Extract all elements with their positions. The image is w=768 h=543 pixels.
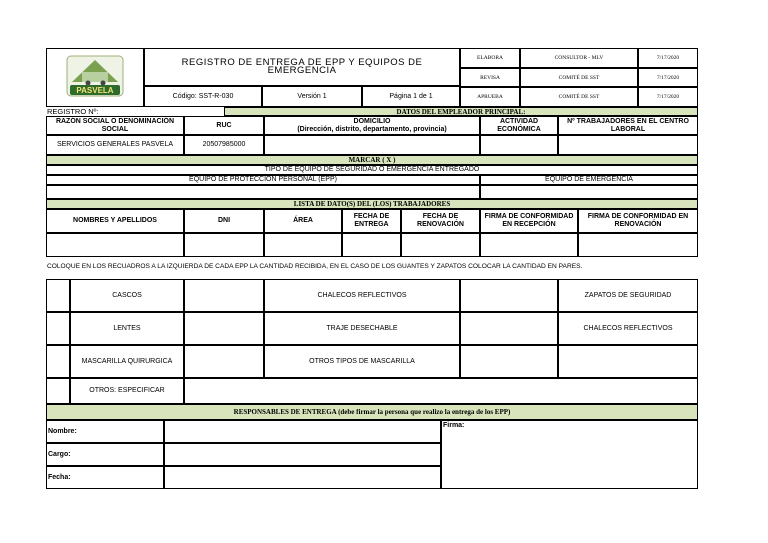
item-extra (558, 345, 698, 378)
worker-area-cell[interactable] (264, 233, 342, 257)
item-zapatos: ZAPATOS DE SEGURIDAD (558, 279, 698, 312)
worker-dni-cell[interactable] (184, 233, 264, 257)
ruc-value[interactable]: 20507985000 (184, 135, 264, 155)
logo-text: PASVELA (76, 86, 114, 95)
item-otros: OTROS: ESPECIFICAR (70, 378, 184, 404)
worker-firma-renovacion-cell[interactable] (578, 233, 698, 257)
qty-otros[interactable] (46, 378, 70, 404)
by-aprueba: COMITÉ DE SST (520, 87, 638, 107)
item-mascarilla: MASCARILLA QUIRURGICA (70, 345, 184, 378)
col-actividad: ACTIVIDAD ECONÓMICA (480, 116, 558, 135)
workers-col-fecha-renovacion: FECHA DE RENOVACIÓN (401, 209, 480, 233)
qty-mascarilla[interactable] (46, 345, 70, 378)
tipo-equipo-label: TIPO DE EQUIPO DE SEGURIDAD O EMERGENCIA ENTREGADO (46, 165, 698, 175)
razon-value[interactable]: SERVICIOS GENERALES PASVELA (46, 135, 184, 155)
page-number: Página 1 de 1 (362, 86, 460, 107)
role-aprueba: APRUEBA (460, 87, 520, 107)
fecha-label: Fecha: (46, 466, 164, 489)
col-razon-social: RAZÓN SOCIAL O DENOMINACIÓN SOCIAL (46, 116, 184, 135)
qty-otros-mascarilla[interactable] (184, 345, 264, 378)
col-ruc: RUC (184, 116, 264, 135)
domicilio-value[interactable] (264, 135, 480, 155)
epp-mark-cell[interactable] (46, 185, 480, 199)
employer-section-title: DATOS DEL EMPLEADOR PRINCIPAL: (224, 107, 698, 116)
nombre-field[interactable] (164, 420, 441, 443)
epp-label: EQUIPO DE PROTECCIÓN PERSONAL (EPP) (46, 175, 480, 185)
firma-label: Firma: (443, 422, 465, 429)
fecha-field[interactable] (164, 466, 441, 489)
item-traje: TRAJE DESECHABLE (264, 312, 460, 345)
item-otros-mascarilla: OTROS TIPOS DE MASCARILLA (264, 345, 460, 378)
nombre-label: Nombre: (46, 420, 164, 443)
instruction-text: COLOQUE EN LOS RECUADROS A LA IZQUIERDA DE CADA EPP LA CANTIDAD RECIBIDA, EN EL CASO DE LOS GUANTES Y ZAPATOS COLOCAR LA CANTIDAD EN PARES. (46, 259, 706, 275)
emergencia-label: EQUIPO DE EMERGENCIA (480, 175, 698, 185)
col-domicilio-sub: (Dirección, distrito, departamento, provincia) (297, 125, 447, 133)
trabajadores-value[interactable] (558, 135, 698, 155)
col-domicilio-label: DOMICILIO (353, 117, 391, 125)
workers-title: LISTA DE DATO(S) DEL (LOS) TRABAJADORES (46, 199, 698, 209)
version-label: Versión 1 (262, 86, 362, 107)
qty-chalecos-2[interactable] (460, 312, 558, 345)
col-trabajadores: Nº TRABAJADORES EN EL CENTRO LABORAL (558, 116, 698, 135)
company-logo (66, 55, 124, 97)
worker-firma-recepcion-cell[interactable] (480, 233, 578, 257)
workers-col-fecha-entrega: FECHA DE ENTREGA (342, 209, 401, 233)
date-aprueba: 7/17/2020 (638, 87, 698, 107)
date-revisa: 7/17/2020 (638, 68, 698, 87)
worker-fecha-renovacion-cell[interactable] (401, 233, 480, 257)
by-elabora: CONSULTOR - MLV (520, 48, 638, 68)
qty-zapatos[interactable] (460, 279, 558, 312)
qty-chalecos-1[interactable] (184, 279, 264, 312)
workers-col-nombres: NOMBRES Y APELLIDOS (46, 209, 184, 233)
page-title: REGISTRO DE ENTREGA DE EPP Y EQUIPOS DE EMERGENCIA (144, 48, 460, 86)
workers-col-firma-renovacion: FIRMA DE CONFORMIDAD EN RENOVACIÓN (578, 209, 698, 233)
item-chalecos-1: CHALECOS REFLECTIVOS (264, 279, 460, 312)
qty-extra[interactable] (460, 345, 558, 378)
item-chalecos-2: CHALECOS REFLECTIVOS (558, 312, 698, 345)
col-domicilio (264, 116, 480, 135)
responsables-title: RESPONSABLES DE ENTREGA (debe firmar la persona que realizo la entrega de los EPP) (46, 404, 698, 420)
registro-label: REGISTRO Nº: (46, 107, 224, 116)
otros-especificar-field[interactable] (184, 378, 698, 404)
workers-col-firma-recepcion: FIRMA DE CONFORMIDAD EN RECEPCIÓN (480, 209, 578, 233)
workers-col-area: ÁREA (264, 209, 342, 233)
cargo-field[interactable] (164, 443, 441, 466)
qty-cascos[interactable] (46, 279, 70, 312)
worker-nombres-cell[interactable] (46, 233, 184, 257)
emergencia-mark-cell[interactable] (480, 185, 698, 199)
worker-fecha-entrega-cell[interactable] (342, 233, 401, 257)
date-elabora: 7/17/2020 (638, 48, 698, 68)
firma-field[interactable] (441, 420, 698, 489)
qty-lentes[interactable] (46, 312, 70, 345)
role-elabora: ELABORA (460, 48, 520, 68)
cargo-label: Cargo: (46, 443, 164, 466)
item-cascos: CASCOS (70, 279, 184, 312)
by-revisa: COMITÉ DE SST (520, 68, 638, 87)
qty-traje[interactable] (184, 312, 264, 345)
workers-col-dni: DNI (184, 209, 264, 233)
item-lentes: LENTES (70, 312, 184, 345)
role-revisa: REVISA (460, 68, 520, 87)
actividad-value[interactable] (480, 135, 558, 155)
marcar-title: MARCAR ( X ) (46, 155, 698, 165)
code-label: Código: SST-R-030 (144, 86, 262, 107)
